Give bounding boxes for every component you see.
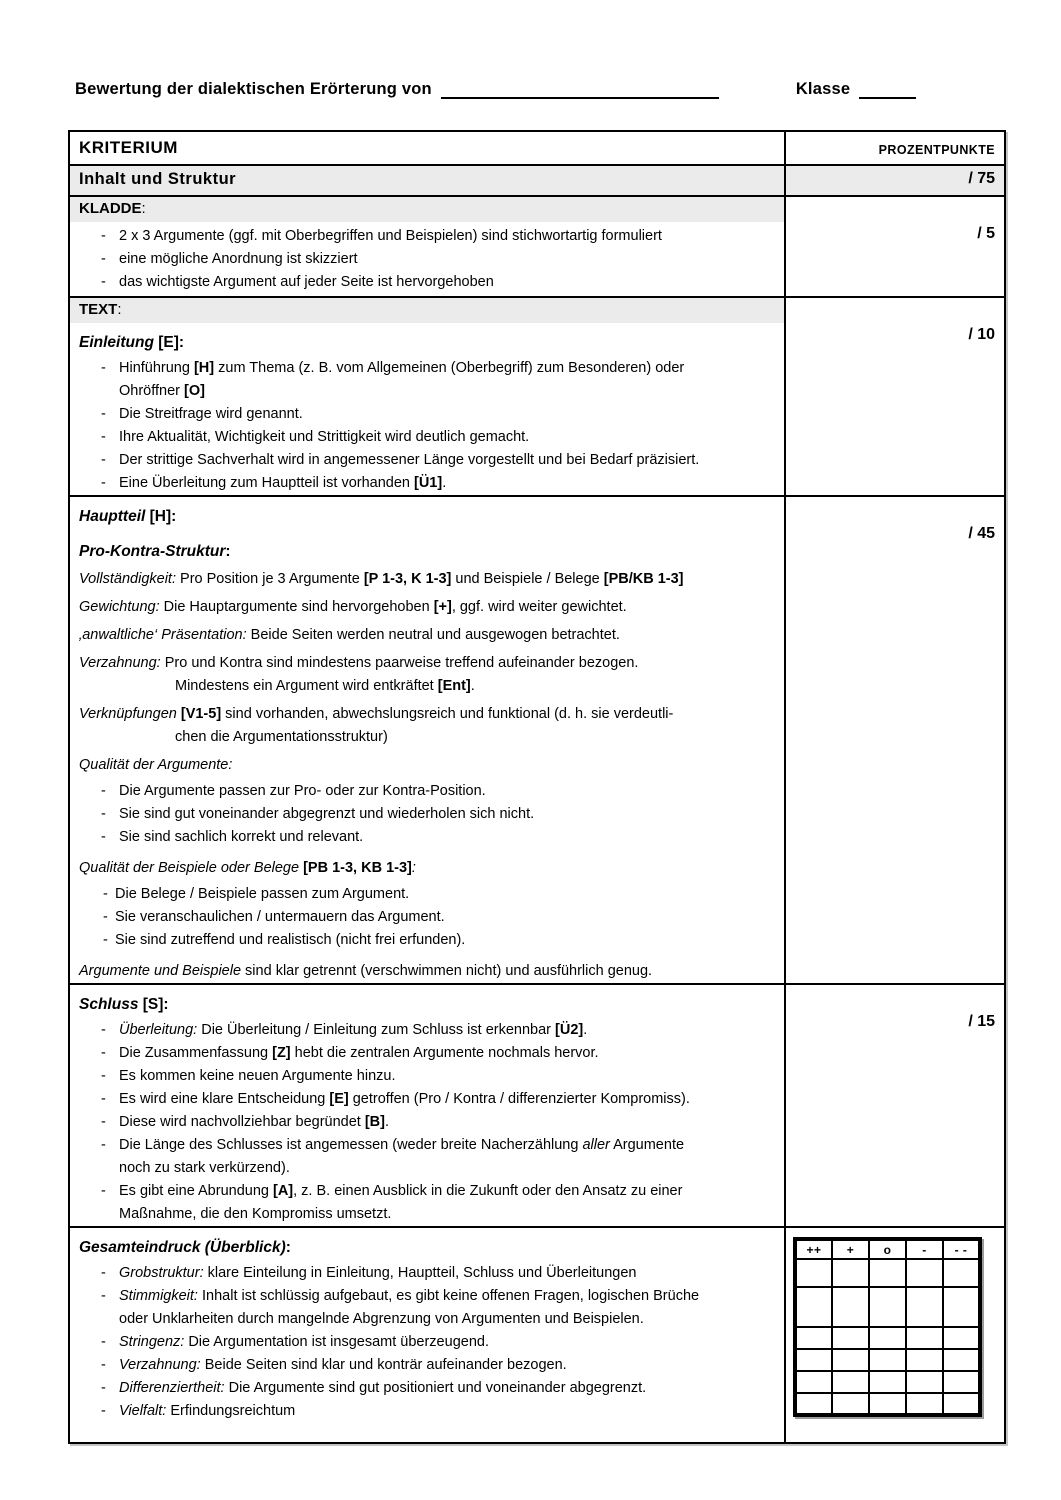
rating-cell[interactable]: [869, 1349, 906, 1371]
bullet-dash: -: [101, 1288, 106, 1304]
rating-header-cell: -: [906, 1239, 943, 1259]
text-einleitung-row: [70, 296, 1004, 495]
schluss-row: [70, 983, 1004, 1226]
text-label-bar: TEXT:: [70, 298, 784, 323]
paragraph-gewichtung: Gewichtung: Die Hauptargumente sind hervorgehoben [+], ggf. wird weiter gewichtet.: [79, 599, 627, 615]
list-item: [101, 357, 780, 403]
list-item: [103, 906, 780, 929]
rating-cell[interactable]: [906, 1349, 943, 1371]
rating-grid: [793, 1237, 982, 1417]
qualitaet-argumente-bullet-list: [70, 780, 784, 849]
rating-cell[interactable]: [943, 1371, 980, 1393]
list-item-text: das wichtigste Argument auf jeder Seite ist hervorgehoben: [119, 274, 494, 290]
rating-cell[interactable]: [943, 1259, 980, 1287]
rating-row: [795, 1349, 980, 1371]
list-item-text: Es gibt eine Abrundung [A], z. B. einen Ausblick in die Zukunft oder den Ansatz zu einer Maßnahme, die den Kompromiss umsetzt.: [119, 1183, 683, 1222]
pro-kontra-heading: Pro-Kontra-Struktur:: [79, 543, 231, 560]
rating-cell[interactable]: [943, 1393, 980, 1415]
bullet-dash: -: [101, 360, 106, 376]
list-item: [103, 929, 780, 952]
list-item-text: Sie veranschaulichen / untermauern das Argument.: [115, 909, 445, 925]
list-item: [101, 1180, 780, 1226]
gesamteindruck-heading: Gesamteindruck (Überblick):: [79, 1239, 291, 1256]
list-item-text: Die Länge des Schlusses ist angemessen (weder breite Nacherzählung aller Argumente noch zu stark verkürzend).: [119, 1137, 685, 1176]
list-item: [101, 271, 780, 294]
list-item-text: 2 x 3 Argumente (ggf. mit Oberbegriffen und Beispielen) sind stichwortartig formuliert: [119, 228, 662, 244]
rating-cell[interactable]: [795, 1287, 832, 1327]
closing-line: Argumente und Beispiele sind klar getrennt (verschwimmen nicht) und ausführlich genug.: [79, 963, 653, 979]
column-header-prozentpunkte: PROZENTPUNKTE: [784, 132, 1004, 164]
list-item: [101, 803, 780, 826]
rating-cell[interactable]: [832, 1287, 869, 1327]
bullet-dash: -: [103, 886, 108, 902]
einleitung-bullet-list: [70, 357, 784, 495]
hauptteil-heading: Hauptteil [H]:: [79, 508, 177, 525]
continuation-line: Mindestens ein Argument wird entkräftet [Ent].: [175, 678, 475, 694]
rating-header-cell: o: [869, 1239, 906, 1259]
bullet-dash: -: [101, 1068, 106, 1084]
bullet-dash: -: [101, 274, 106, 290]
list-item: [101, 1285, 780, 1331]
section-label: Inhalt und Struktur: [70, 166, 784, 195]
list-item-text: Sie sind gut voneinander abgegrenzt und wiederholen sich nicht.: [119, 806, 535, 822]
schluss-bullet-list: [70, 1019, 784, 1226]
qualitaet-beispiele-bullet-list: [70, 883, 784, 952]
list-item-text: Sie sind zutreffend und realistisch (nicht frei erfunden).: [115, 932, 466, 948]
rating-cell[interactable]: [832, 1349, 869, 1371]
rating-cell[interactable]: [795, 1259, 832, 1287]
rating-cell[interactable]: [869, 1393, 906, 1415]
bullet-dash: -: [101, 1045, 106, 1061]
continuation-line: chen die Argumentationsstruktur): [175, 729, 388, 745]
bullet-dash: -: [101, 251, 106, 267]
section-row-inhalt-und-struktur: [70, 164, 1004, 195]
rating-cell[interactable]: [906, 1371, 943, 1393]
rating-row: [795, 1371, 980, 1393]
bullet-dash: -: [101, 1183, 106, 1199]
list-item: [101, 1354, 780, 1377]
list-item: [101, 826, 780, 849]
rating-header-cell: ++: [795, 1239, 832, 1259]
rating-cell[interactable]: [832, 1393, 869, 1415]
bullet-dash: -: [101, 475, 106, 491]
list-item: [101, 225, 780, 248]
list-item: [101, 1111, 780, 1134]
paragraph-verknuepfungen: Verknüpfungen [V1-5] sind vorhanden, abwechslungsreich und funktional (d. h. sie verdeutli-: [79, 706, 674, 722]
paragraph-vollstaendigkeit: Vollständigkeit: Pro Position je 3 Argumente [P 1-3, K 1-3] und Beispiele / Belege [PB/KB 1-3]: [79, 571, 684, 587]
paragraph-anwaltliche-praesentation: ‚anwaltliche‘ Präsentation: Beide Seiten werden neutral und ausgewogen betrachtet.: [79, 627, 620, 643]
rating-cell[interactable]: [869, 1259, 906, 1287]
rating-header-cell: +: [832, 1239, 869, 1259]
rating-row: [795, 1287, 980, 1327]
list-item: [103, 883, 780, 906]
bullet-dash: -: [101, 1403, 106, 1419]
section-points[interactable]: / 75: [784, 166, 1004, 195]
list-item-text: Eine Überleitung zum Hauptteil ist vorhanden [Ü1].: [119, 475, 447, 491]
text-points-cell[interactable]: / 10: [784, 298, 1004, 495]
bullet-dash: -: [101, 1091, 106, 1107]
rating-cell[interactable]: [906, 1259, 943, 1287]
klasse-blank-line[interactable]: [859, 78, 916, 99]
bullet-dash: -: [103, 909, 108, 925]
einleitung-heading: Einleitung [E]:: [79, 334, 185, 351]
list-item: [101, 1042, 780, 1065]
page-title: Bewertung der dialektischen Erörterung von: [75, 80, 432, 98]
list-item: [101, 1019, 780, 1042]
student-name-blank-line[interactable]: [441, 78, 719, 99]
qualitaet-beispiele-heading: Qualität der Beispiele oder Belege [PB 1-3, KB 1-3]:: [79, 860, 416, 876]
bullet-dash: -: [101, 806, 106, 822]
list-item-text: Es wird eine klare Entscheidung [E] getroffen (Pro / Kontra / differenzierter Kompromiss).: [119, 1091, 690, 1107]
bullet-dash: -: [101, 1265, 106, 1281]
bullet-dash: -: [101, 1114, 106, 1130]
list-item-text: Vielfalt: Erfindungsreichtum: [119, 1403, 296, 1419]
list-item-text: Grobstruktur: klare Einteilung in Einleitung, Hauptteil, Schluss und Überleitungen: [119, 1265, 637, 1281]
rating-row: [795, 1393, 980, 1415]
list-item-text: Sie sind sachlich korrekt und relevant.: [119, 829, 364, 845]
list-item: [101, 449, 780, 472]
list-item-text: Die Belege / Beispiele passen zum Argument.: [115, 886, 410, 902]
kladde-label-bar: KLADDE:: [70, 197, 784, 222]
rubric-table: [68, 130, 1006, 1444]
list-item-text: Überleitung: Die Überleitung / Einleitung zum Schluss ist erkennbar [Ü2].: [119, 1022, 588, 1038]
qualitaet-argumente-heading: Qualität der Argumente:: [79, 757, 233, 773]
list-item-text: Hinführung [H] zum Thema (z. B. vom Allgemeinen (Oberbegriff) zum Besonderen) oder Ohröffner [O]: [119, 360, 685, 399]
klasse-label: Klasse: [795, 80, 851, 98]
rating-cell[interactable]: [906, 1287, 943, 1327]
list-item-text: Differenziertheit: Die Argumente sind gut positioniert und voneinander abgegrenzt.: [119, 1380, 647, 1396]
list-item: [101, 780, 780, 803]
list-item-text: Die Streitfrage wird genannt.: [119, 406, 303, 422]
rating-row: [795, 1327, 980, 1349]
column-header-kriterium: KRITERIUM: [79, 138, 178, 157]
doc-header: [75, 78, 916, 99]
hauptteil-row: [70, 495, 1004, 983]
table-header-row: [70, 132, 1004, 164]
rating-cell[interactable]: [832, 1327, 869, 1349]
list-item: [101, 426, 780, 449]
rating-cell[interactable]: [943, 1287, 980, 1327]
list-item: [101, 1377, 780, 1400]
bullet-dash: -: [103, 932, 108, 948]
list-item: [101, 1088, 780, 1111]
bullet-dash: -: [101, 452, 106, 468]
gesamteindruck-row: [70, 1226, 1004, 1442]
bullet-dash: -: [101, 1137, 106, 1153]
paragraph-verzahnung: Verzahnung: Pro und Kontra sind mindestens paarweise treffend aufeinander bezogen.: [79, 655, 639, 671]
bullet-dash: -: [101, 1357, 106, 1373]
rating-header-row: [795, 1239, 980, 1259]
rating-cell[interactable]: [906, 1393, 943, 1415]
list-item-text: Stimmigkeit: Inhalt ist schlüssig aufgebaut, es gibt keine offenen Fragen, logischen Brüche oder Unklarheiten durch mangelnde Abgrenzung von Argumenten und Beispielen.: [119, 1288, 700, 1327]
rating-cell[interactable]: [795, 1349, 832, 1371]
kladde-row: [70, 195, 1004, 296]
rating-cell[interactable]: [906, 1327, 943, 1349]
rating-cell[interactable]: [832, 1371, 869, 1393]
bullet-dash: -: [101, 1022, 106, 1038]
bullet-dash: -: [101, 1380, 106, 1396]
list-item: [101, 1065, 780, 1088]
hauptteil-points-cell[interactable]: / 45: [784, 497, 1004, 983]
list-item: [101, 1400, 780, 1423]
list-item: [101, 248, 780, 271]
list-item-text: Die Zusammenfassung [Z] hebt die zentralen Argumente nochmals hervor.: [119, 1045, 599, 1061]
bullet-dash: -: [101, 783, 106, 799]
list-item-text: Es kommen keine neuen Argumente hinzu.: [119, 1068, 396, 1084]
list-item-text: Stringenz: Die Argumentation ist insgesamt überzeugend.: [119, 1334, 489, 1350]
list-item: [101, 472, 780, 495]
list-item-text: eine mögliche Anordnung ist skizziert: [119, 251, 358, 267]
rating-cell[interactable]: [869, 1327, 906, 1349]
list-item-text: Die Argumente passen zur Pro- oder zur Kontra-Position.: [119, 783, 486, 799]
schluss-heading: Schluss [S]:: [79, 996, 169, 1013]
kladde-bullet-list: [70, 225, 784, 294]
bullet-dash: -: [101, 228, 106, 244]
list-item: [101, 1134, 780, 1180]
list-item-text: Ihre Aktualität, Wichtigkeit und Strittigkeit wird deutlich gemacht.: [119, 429, 530, 445]
rating-header-cell: - -: [943, 1239, 980, 1259]
list-item-text: Der strittige Sachverhalt wird in angemessener Länge vorgestellt und bei Bedarf präzisiert.: [119, 452, 700, 468]
list-item: [101, 403, 780, 426]
bullet-dash: -: [101, 429, 106, 445]
rating-row: [795, 1259, 980, 1287]
bullet-dash: -: [101, 829, 106, 845]
schluss-points-cell[interactable]: / 15: [784, 985, 1004, 1226]
rating-cell[interactable]: [832, 1259, 869, 1287]
rating-cell[interactable]: [869, 1371, 906, 1393]
gesamteindruck-bullet-list: [70, 1262, 784, 1423]
rating-cell[interactable]: [869, 1287, 906, 1327]
bullet-dash: -: [101, 406, 106, 422]
bullet-dash: -: [101, 1334, 106, 1350]
rating-cell[interactable]: [943, 1327, 980, 1349]
list-item: [101, 1331, 780, 1354]
rating-cell[interactable]: [795, 1393, 832, 1415]
list-item-text: Verzahnung: Beide Seiten sind klar und konträr aufeinander bezogen.: [119, 1357, 567, 1373]
rating-cell[interactable]: [795, 1371, 832, 1393]
list-item-text: Diese wird nachvollziehbar begründet [B].: [119, 1114, 390, 1130]
rating-cell[interactable]: [795, 1327, 832, 1349]
list-item: [101, 1262, 780, 1285]
rating-cell[interactable]: [943, 1349, 980, 1371]
kladde-points-cell[interactable]: / 5: [784, 197, 1004, 296]
